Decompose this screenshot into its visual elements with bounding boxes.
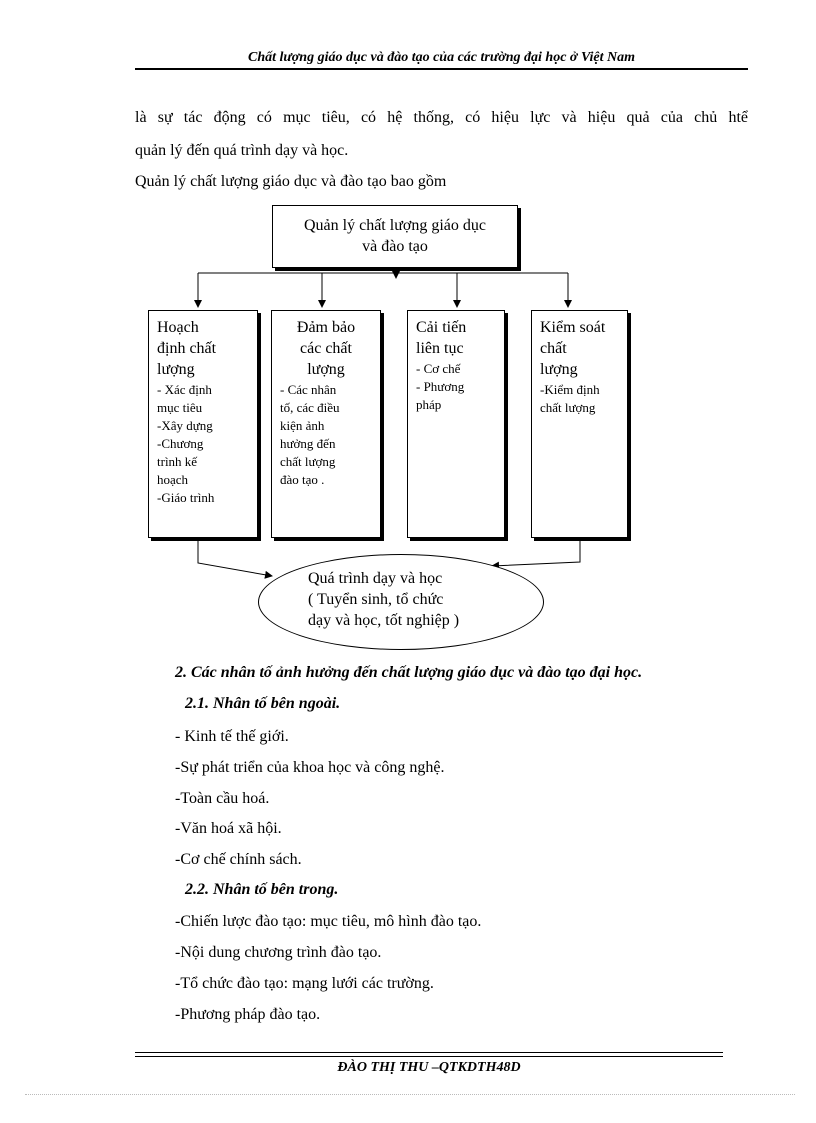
box-improvement-title-1: Cải tiến (416, 319, 467, 336)
box-assurance-title-1: Đảm bảo (296, 319, 356, 336)
internal-factor-item: -Tổ chức đào tạo: mạng lưới các trường. (175, 975, 434, 992)
box-planning-detail: - Xác định (157, 382, 212, 397)
box-planning (148, 310, 258, 538)
external-factor-item: - Kinh tế thế giới. (175, 728, 289, 745)
box-improvement-detail: pháp (416, 397, 442, 412)
top-box-line-2: và đào tạo (362, 238, 428, 255)
box-control-title-1: Kiểm soát (540, 319, 606, 336)
box-planning-title-2: định chất (157, 340, 217, 357)
process-line-1: Quá trình dạy và học (308, 570, 443, 587)
footer-author: ĐÀO THỊ THU –QTKDTH48D (337, 1060, 521, 1075)
box-quality-control (531, 310, 628, 538)
external-factor-item: -Cơ chế chính sách. (175, 851, 302, 868)
intro-line-3: Quản lý chất lượng giáo dục và đào tạo bao gồm (135, 173, 447, 190)
box-continuous-improvement (407, 310, 505, 538)
intro-line-1: là sự tác động có mục tiêu, có hệ thống, có hiệu lực và hiệu quả của chủ htể (135, 109, 748, 126)
box-assurance-detail: - Các nhân (280, 382, 337, 397)
box-assurance-detail: chất lượng (280, 454, 336, 469)
box-assurance-detail: hưởng đến (280, 436, 336, 451)
box-planning-detail: mục tiêu (157, 400, 203, 415)
arrow-box1-process (198, 541, 272, 576)
box-planning-detail: -Chương (157, 436, 204, 451)
box-control-title-2: chất (540, 340, 567, 357)
box-control-detail: -Kiểm định (540, 382, 600, 397)
internal-factor-item: -Phương pháp đào tạo. (175, 1006, 321, 1023)
box-planning-detail: -Xây dựng (157, 418, 213, 433)
box-improvement-detail: - Phương (416, 379, 465, 394)
process-ellipse-text (300, 568, 500, 632)
box-assurance-detail: tố, các điều (280, 400, 340, 415)
box-control-title-3: lượng (540, 361, 578, 378)
top-box-line-1: Quản lý chất lượng giáo dục (304, 217, 486, 234)
box-control-detail: chất lượng (540, 400, 596, 415)
section-2-heading: 2. Các nhân tố ảnh hưởng đến chất lượng giáo dục và đào tạo đại học. (175, 664, 643, 681)
page-edge-dotted-line (25, 1094, 795, 1095)
external-factor-item: -Toàn cầu hoá. (175, 790, 270, 807)
process-line-3: dạy và học, tốt nghiệp ) (308, 612, 460, 629)
box-assurance-title-2: các chất (300, 340, 352, 357)
section-2-2-heading: 2.2. Nhân tố bên trong. (185, 881, 339, 898)
box-improvement-title-2: liên tục (416, 340, 464, 357)
box-assurance-detail: kiện ảnh (280, 418, 325, 433)
intro-line-2: quản lý đến quá trình dạy và học. (135, 142, 349, 159)
box-planning-detail: -Giáo trình (157, 490, 215, 505)
process-line-2: ( Tuyển sinh, tổ chức (308, 591, 444, 608)
top-box-quality-management (272, 205, 518, 268)
section-2-1-heading: 2.1. Nhân tố bên ngoài. (185, 695, 341, 712)
arrow-box4-process (492, 541, 580, 566)
footer-rule-bottom (135, 1056, 723, 1057)
box-assurance-title-3: lượng (307, 361, 345, 378)
external-factor-item: -Sự phát triển của khoa học và công nghệ. (175, 759, 445, 776)
internal-factor-item: -Chiến lược đào tạo: mục tiêu, mô hình đào tạo. (175, 913, 482, 930)
internal-factor-item: -Nội dung chương trình đào tạo. (175, 944, 382, 961)
box-planning-detail: trình kế (157, 454, 198, 469)
box-assurance-detail: đào tạo . (280, 472, 325, 487)
box-planning-title-3: lượng (157, 361, 195, 378)
external-factor-item: -Văn hoá xã hội. (175, 820, 282, 837)
box-planning-detail: hoạch (157, 472, 189, 487)
footer-rule-top (135, 1052, 723, 1053)
box-planning-title-1: Hoạch (157, 319, 199, 336)
box-improvement-detail: - Cơ chế (416, 361, 461, 376)
page-header-title: Chất lượng giáo dục và đào tạo của các trường đại học ở Việt Nam (248, 50, 635, 65)
box-assurance (271, 310, 381, 538)
